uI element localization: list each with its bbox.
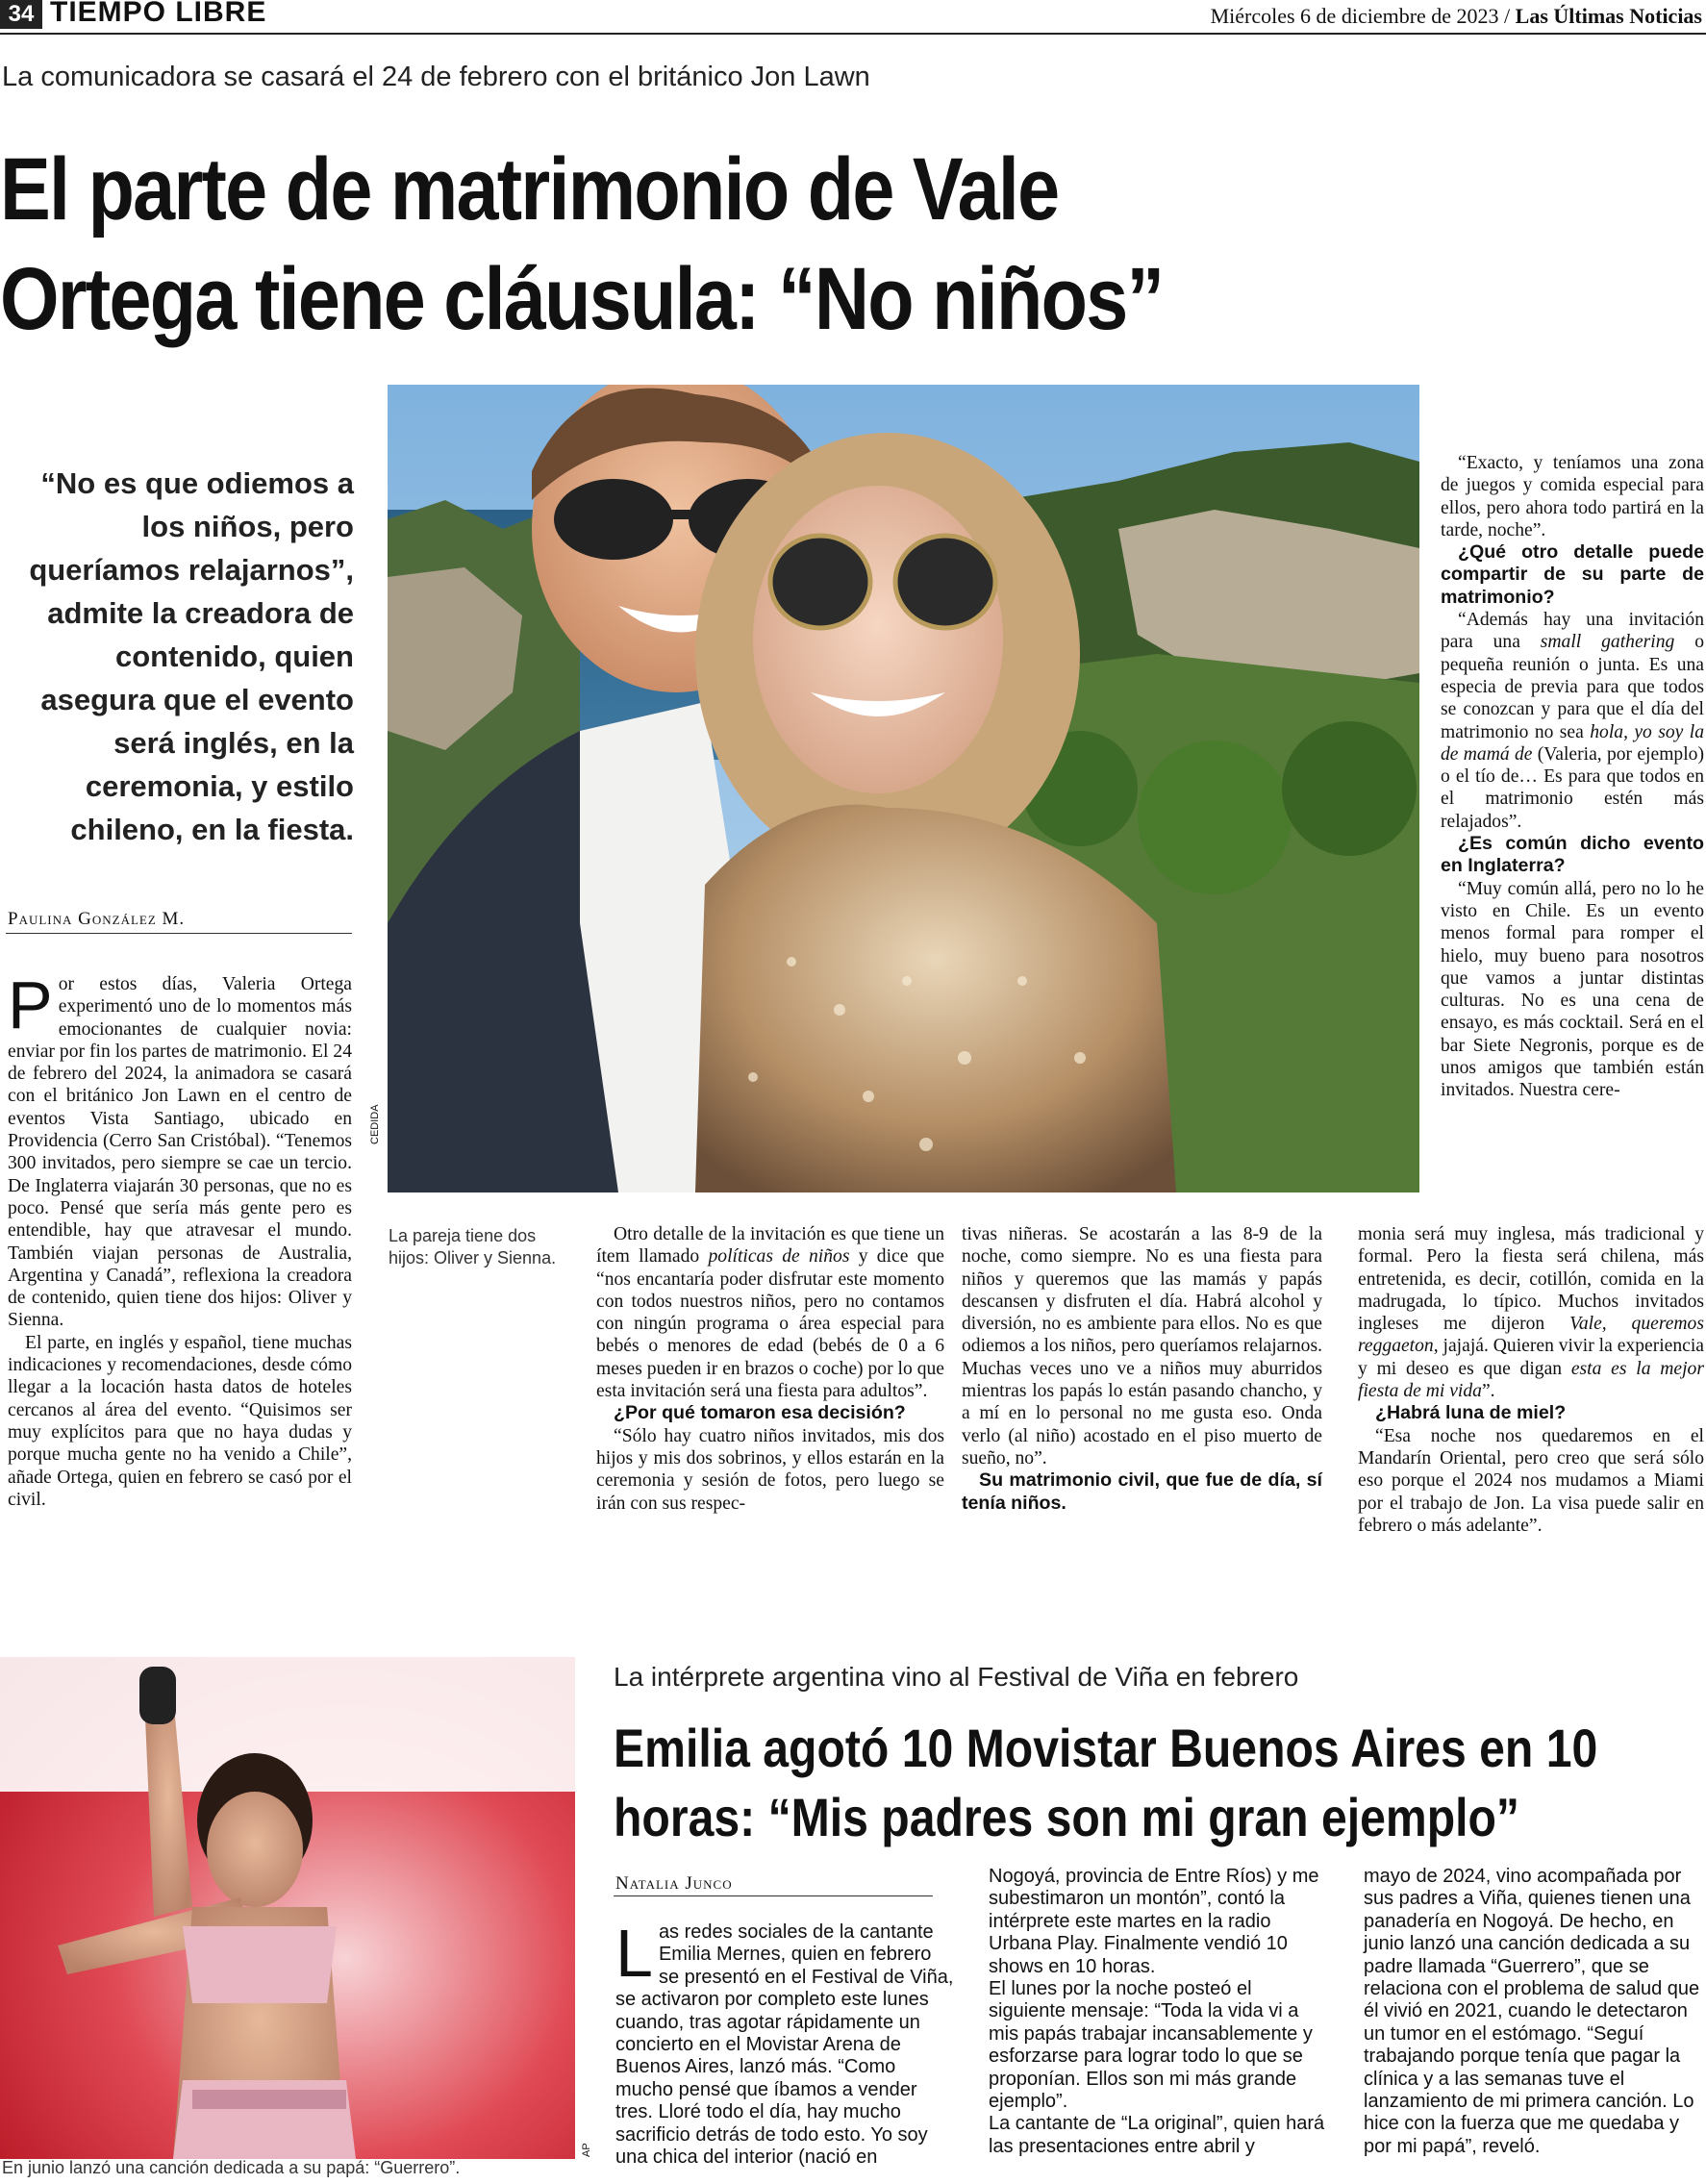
photo-caption: En junio lanzó una canción dedicada a su papá: “Guerrero”. bbox=[2, 2158, 461, 2177]
article1-pullquote: “No es que odiemos a los niños, pero queríamos relajarnos”, admite la creadora de contenido, quien asegura que el evento será inglés, en la ceremonia, y estilo chileno, en la fiesta. bbox=[29, 466, 354, 846]
drop-cap: L bbox=[615, 1916, 653, 1991]
article1-column2 bbox=[596, 1223, 944, 1515]
paragraph: as redes sociales de la cantante Emilia Mernes, quien en febrero se presentó en el Festival de Viña, se activaron por completo este lunes cuando, tras agotar rápidamente un concierto en el Movistar Arena de Buenos Aires, lanzó más. “Como mucho pensé que íbamos a vender tres. Lloré todo el día, hay mucho sacrificio detrás de todo esto. Yo soy una chica del interior (nació en bbox=[615, 1921, 954, 2169]
paragraph: Otro detalle de la invitación es que tiene un ítem llamado políticas de niños y dice que “nos encantaría poder disfrutar este momento con todos nuestros niños, pero no contamos con ningún programa o área especial para bebés o menores de edad (bebés de 0 a 6 meses pueden ir en brazos o coche) por lo que esta invitación será una fiesta para adultos”. bbox=[596, 1224, 944, 1402]
article1-column4-bottom bbox=[1358, 1223, 1704, 1537]
interview-question: Su matrimonio civil, que fue de día, sí tenía niños. bbox=[962, 1469, 1322, 1514]
interview-question: ¿Es común dicho evento en Inglaterra? bbox=[1441, 833, 1704, 877]
article2-column2 bbox=[989, 1866, 1325, 2158]
page-number: 34 bbox=[0, 0, 42, 29]
interview-question: ¿Qué otro detalle puede compartir de su parte de matrimonio? bbox=[1441, 541, 1704, 608]
interview-question: ¿Por qué tomaron esa decisión? bbox=[614, 1402, 906, 1424]
article1-headline-line2: Ortega tiene cláusula: “No niños” bbox=[0, 250, 1164, 348]
article2-byline: Natalia Junco bbox=[615, 1873, 733, 1894]
article1-headline-line1: El parte de matrimonio de Vale bbox=[0, 140, 1059, 238]
paragraph: El parte, en inglés y español, tiene muchas indicaciones y recomendaciones, desde cómo llegar a la locación hasta datos de hoteles cercanos al área del evento. “Quisimos ser muy explícitos para que no haya dudas y porque mucha gente no ha venido a Chile”, añade Ortega, quien en febrero se casó por el civil. bbox=[8, 1332, 352, 1510]
paragraph: “Muy común allá, pero no lo he visto en Chile. Es un evento menos formal para romper el hielo, muy bueno para nosotros que vamos a juntar distintas culturas. No es una cena de ensayo, es más cocktail. Será en el bar Siete Negronis, porque es de unos amigos que también están invitados. Nuestra cere- bbox=[1441, 878, 1704, 1101]
photo-credit: AP bbox=[581, 2143, 592, 2157]
article2-headline-line2: horas: “Mis padres son mi gran ejemplo” bbox=[614, 1787, 1520, 1847]
paragraph: El lunes por la noche posteó el siguiente mensaje: “Toda la vida vi a mis papás trabajar incansablemente y esforzarse para lograr todo lo que se proponían. Ellos son mi más grande ejemplo”. bbox=[989, 1978, 1313, 2113]
paragraph: or estos días, Valeria Ortega experimentó uno de lo momentos más emocionantes de cualquier novia: enviar por fin los partes de matrimonio. El 24 de febrero del 2024, la animadora se casará con el británico Jon Lawn en el centro de eventos Vista Santiago, ubicado en Providencia (Cerro San Cristóbal). “Tenemos 300 invitados, pero siempre se cae un tercio. De Inglaterra viajarán 30 personas, que no es poco. Pensé que sería más gente pero es entendible, hay que atravesar el mundo. También viajan personas de Australia, Argentina y Canadá”, reflexiona la creadora de contenido, quien tiene dos hijos: Oliver y Sienna. bbox=[8, 974, 352, 1331]
article2-headline-line1: Emilia agotó 10 Movistar Buenos Aires en 10 bbox=[614, 1718, 1598, 1778]
paragraph: “Esa noche nos quedaremos en el Mandarín Oriental, pero creo que será sólo eso porque el 2024 nos mudamos a Miami por el trabajo de Jon. La visa puede salir en febrero o más adelante”. bbox=[1358, 1425, 1704, 1536]
issue-date: Miércoles 6 de diciembre de 2023 / bbox=[1210, 4, 1511, 28]
interview-question: ¿Habrá luna de miel? bbox=[1375, 1402, 1567, 1424]
paragraph: “Sólo hay cuatro niños invitados, mis dos hijos y mis dos sobrinos, y ellos estarán en la ceremonia y sesión de fotos, pero luego se irán con sus respec- bbox=[596, 1425, 944, 1514]
masthead-date bbox=[1211, 4, 1702, 29]
couple-selfie-photo bbox=[388, 385, 1419, 1192]
paragraph: “Además hay una invitación para una small gathering o pequeña reunión o junta. Es una especia de previa para que todos se conozcan y para que el día del matrimonio no sea hola, yo soy la de mamá de (Valeria, por ejemplo) o el tío de… Es para que todos en el matrimonio estén más relajados”. bbox=[1441, 610, 1705, 832]
paragraph: monia será muy inglesa, más tradicional y formal. Pero la fiesta será chilena, más entretenida, es decir, cotillón, comida en la madrugada, lo típico. Muchos invitados ingleses me dijeron Vale, queremos reggaeton, jajajá. Quieren vivir la experiencia y mi deseo es que digan esta es la mejor fiesta de mi vida”. bbox=[1358, 1224, 1704, 1402]
article1-headline bbox=[0, 135, 1521, 354]
drop-cap: P bbox=[8, 967, 53, 1042]
photo-credit: CEDIDA bbox=[369, 1104, 381, 1144]
article1-column3 bbox=[962, 1223, 1322, 1515]
paragraph: tivas niñeras. Se acostarán a las 8-9 de la noche, como siempre. No es una fiesta para niños y queremos que las mamás y papás descansen y disfruten el día. Habrá alcohol y diversión, no es ambiente para ellos. No es que odiemos a los niños, pero queríamos relajarnos. Muchas veces uno ve a niños muy aburridos mientras los papás lo están pasando chancho, y a mí en lo personal no me gusta eso. Onda verlo (al niño) acostado en el piso muerto de sueño, no”. bbox=[962, 1224, 1322, 1469]
article1-byline: Paulina González M. bbox=[8, 909, 186, 929]
paragraph: “Exacto, y teníamos una zona de juegos y comida especial para ellos, pero ahora todo partirá en la tarde, noche”. bbox=[1441, 453, 1704, 540]
publication-name: Las Últimas Noticias bbox=[1515, 4, 1702, 28]
article2-headline bbox=[614, 1714, 1689, 1852]
paragraph: La cantante de “La original”, quien hará las presentaciones entre abril y bbox=[989, 2113, 1325, 2157]
byline-rule bbox=[614, 1895, 933, 1896]
article1-kicker: La comunicadora se casará el 24 de febrero con el británico Jon Lawn bbox=[2, 62, 870, 92]
byline-rule bbox=[6, 933, 352, 934]
paragraph: Nogoyá, provincia de Entre Ríos) y me subestimaron un montón”, contó la intérprete este martes en la radio Urbana Play. Finalmente vendió 10 shows en 10 horas. bbox=[989, 1866, 1319, 1977]
article1-column1 bbox=[8, 967, 352, 1511]
article2-column3 bbox=[1364, 1866, 1702, 2158]
article2-kicker: La intérprete argentina vino al Festival de Viña en febrero bbox=[614, 1662, 1299, 1692]
article2-column1 bbox=[615, 1916, 954, 2169]
singer-performing-photo bbox=[0, 1657, 575, 2159]
section-title: TIEMPO LIBRE bbox=[50, 0, 267, 28]
header-rule bbox=[0, 33, 1706, 35]
article1-column4-top bbox=[1441, 452, 1704, 1102]
paragraph: mayo de 2024, vino acompañada por sus padres a Viña, quienes tienen una panadería en Nogoyá. De hecho, en junio lanzó una canción dedicada a su padre llamada “Guerrero”, que se relaciona con el problema de salud que él vivió en 2021, cuando le detectaron un tumor en el estómago. “Seguí trabajando porque tenía que pagar la clínica y a las semanas tuve el lanzamiento de mi primera canción. Lo hice con la fuerza que me quedaba y por mi papá”, reveló. bbox=[1364, 1866, 1700, 2157]
photo-caption: La pareja tiene dos hijos: Oliver y Sienna. bbox=[389, 1226, 557, 1268]
